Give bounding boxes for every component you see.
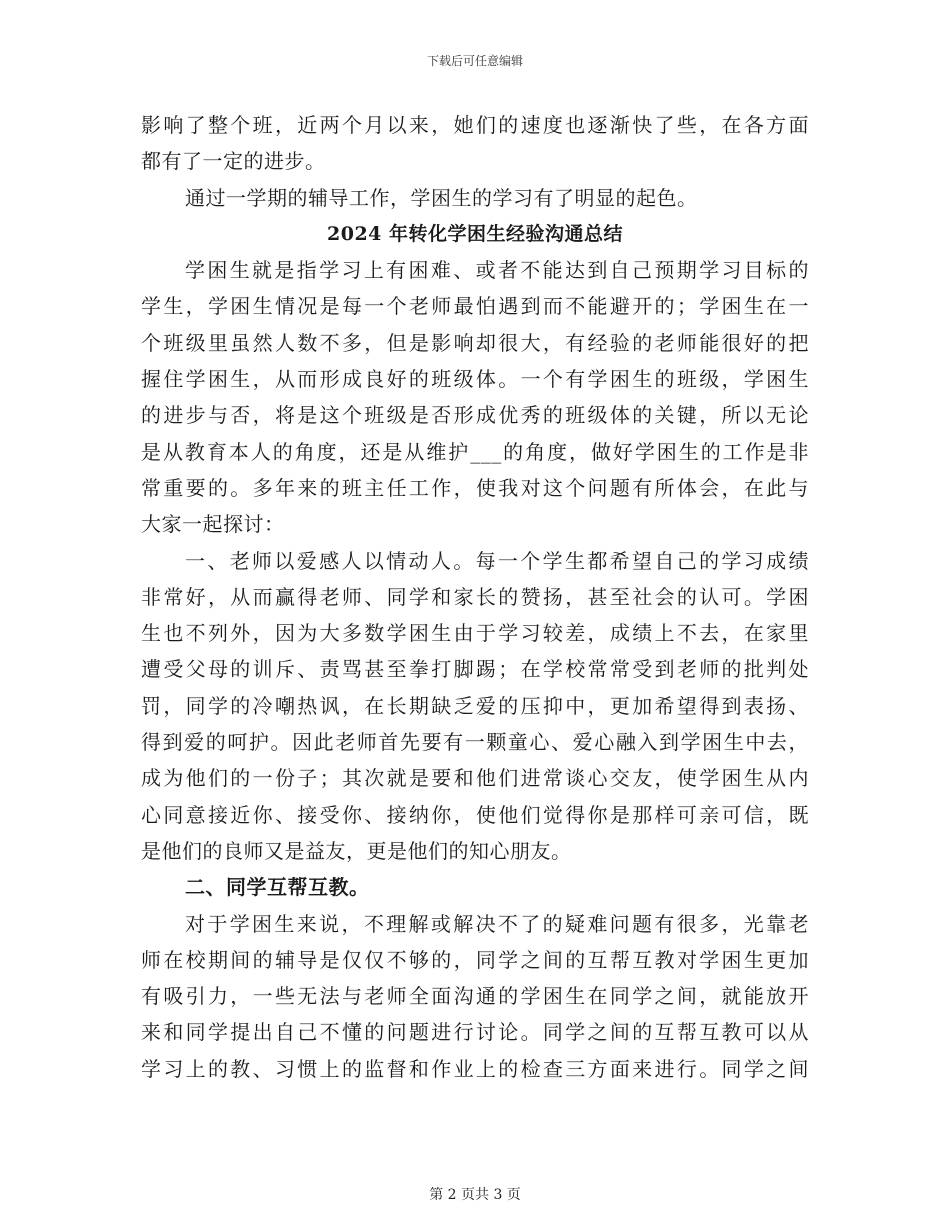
body-line: 常重要的。多年来的班主任工作，使我对这个问题有所体会，在此与 — [141, 475, 809, 500]
body-line: 个班级里虽然人数不多，但是影响却很大，有经验的老师能很好的把 — [141, 330, 809, 355]
page-header: 下载后可任意编辑 — [426, 54, 523, 68]
body-line: 大家一起探讨： — [141, 512, 285, 537]
body-line: 的进步与否，将是这个班级是否形成优秀的班级体的关键，所以无论 — [141, 403, 809, 428]
body-line: 有吸引力，一些无法与老师全面沟通的学困生在同学之间，就能放开 — [141, 984, 809, 1009]
subheading: 二、同学互帮互教。 — [185, 875, 370, 900]
body-line: 影响了整个班，近两个月以来，她们的速度也逐渐快了些，在各方面 — [141, 113, 809, 137]
body-line: 都有了一定的进步。 — [141, 149, 326, 174]
body-line: 握住学困生，从而形成良好的班级体。一个有学困生的班级，学困生 — [141, 367, 809, 392]
body-line: 生也不列外，因为大多数学困生由于学习较差，成绩上不去，在家里 — [141, 621, 809, 646]
body-line: 通过一学期的辅导工作，学困生的学习有了明显的起色。 — [185, 185, 698, 210]
body-line: 是从教育本人的角度，还是从维护___的角度，做好学困生的工作是非 — [141, 439, 809, 464]
body-line: 遭受父母的训斥、责骂甚至拳打脚踢；在学校常常受到老师的批判处 — [141, 657, 809, 682]
page-footer: 第 2 页共 3 页 — [429, 1187, 521, 1203]
document-body — [141, 107, 809, 1087]
body-line: 是他们的良师又是益友，更是他们的知心朋友。 — [141, 838, 572, 863]
body-line: 学困生就是指学习上有困难、或者不能达到自己预期学习目标的 — [185, 258, 809, 283]
body-line: 成为他们的一份子；其次就是要和他们进常谈心交友，使学困生从内 — [141, 766, 809, 791]
section-title: 2024 年转化学困生经验沟通总结 — [327, 222, 623, 245]
body-line: 对于学困生来说，不理解或解决不了的疑难问题有很多，光靠老 — [185, 911, 809, 936]
body-line: 心同意接近你、接受你、接纳你，使他们觉得你是那样可亲可信，既 — [141, 802, 809, 827]
body-line: 得到爱的呵护。因此老师首先要有一颗童心、爱心融入到学困生中去， — [141, 730, 809, 755]
body-line: 来和同学提出自己不懂的问题进行讨论。同学之间的互帮互教可以从 — [141, 1020, 809, 1045]
body-line: 非常好，从而赢得老师、同学和家长的赞扬，甚至社会的认可。学困 — [141, 584, 809, 609]
body-line: 学习上的教、习惯上的监督和作业上的检查三方面来进行。同学之间 — [141, 1056, 809, 1081]
body-line: 学生，学困生情况是每一个老师最怕遇到而不能避开的；学困生在一 — [141, 294, 809, 319]
body-line: 师在校期间的辅导是仅仅不够的，同学之间的互帮互教对学困生更加 — [141, 947, 809, 972]
body-line: 罚，同学的冷嘲热讽，在长期缺乏爱的压抑中，更加希望得到表扬、 — [141, 693, 809, 718]
body-line: 一、老师以爱感人以情动人。每一个学生都希望自己的学习成绩 — [185, 548, 809, 573]
